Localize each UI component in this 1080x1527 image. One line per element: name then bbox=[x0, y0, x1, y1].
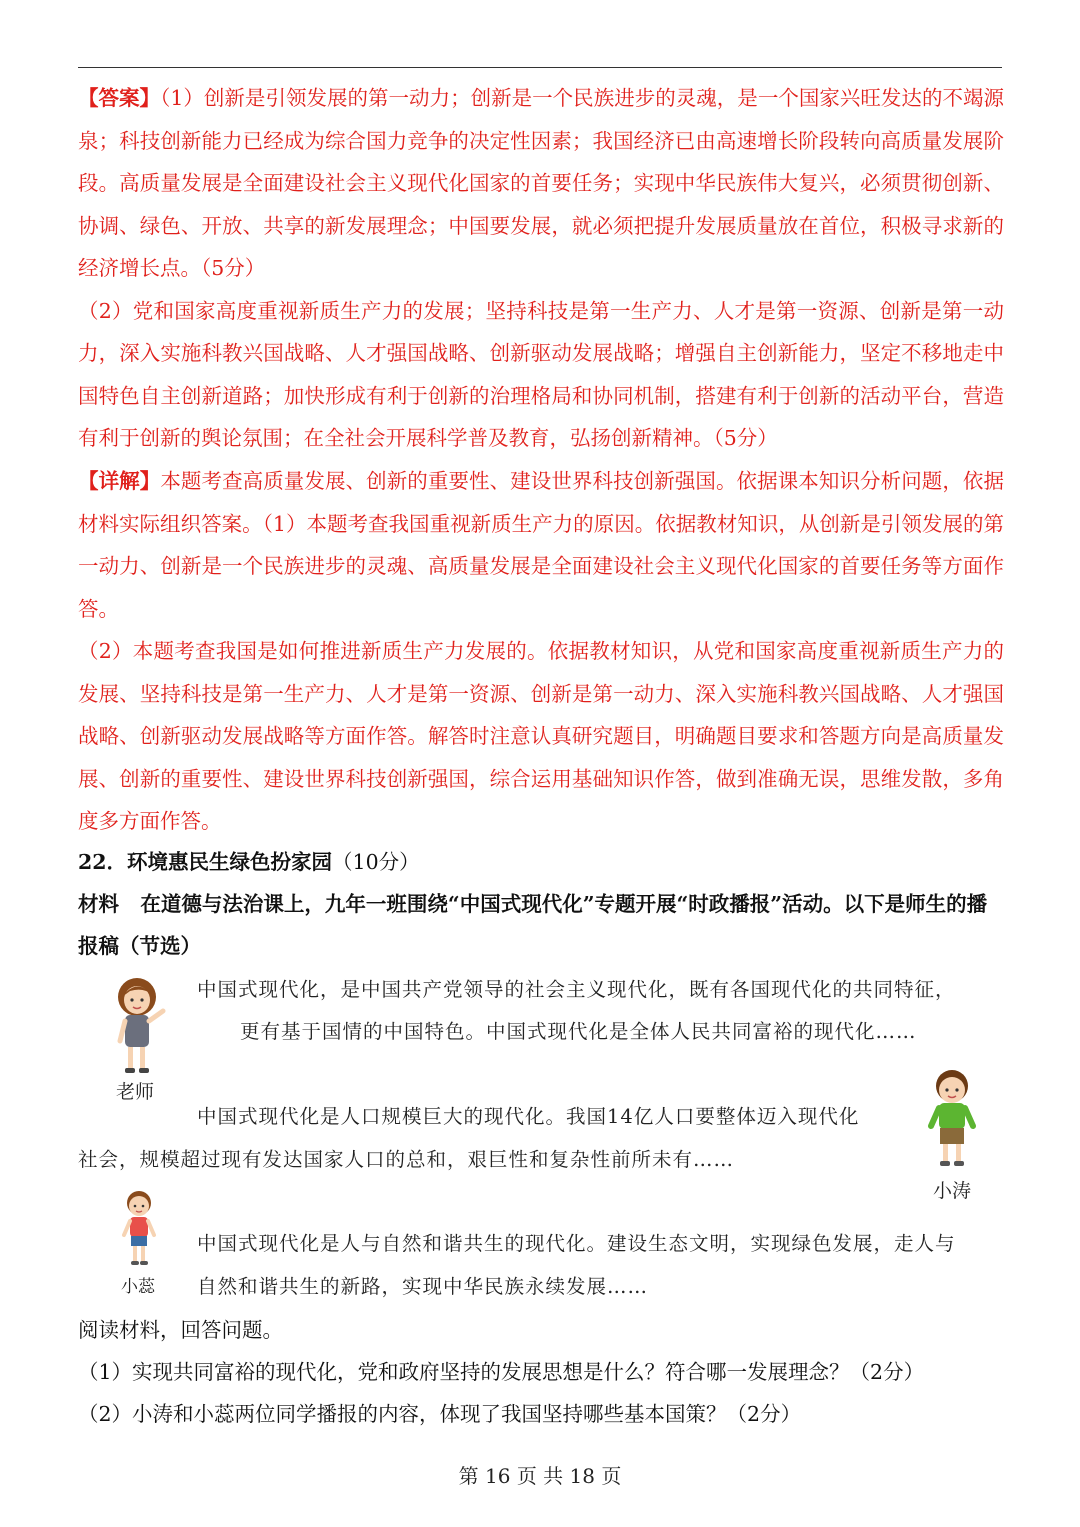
answer-text-1: （1）创新是引领发展的第一动力；创新是一个民族进步的灵魂，是一个国家兴旺发达的不竭源泉；科技创新能力已经成为综合国力竞争的决定性因素；我国经济已由高速增长阶段转向高质量发展阶段。高质量发展是全面建设社会主义现代化国家的首要任务；实现中华民族伟大复兴，必须贯彻创新、协调、绿色、开放、共享的新发展理念；中国要发展，就必须把提升发展质量放在首位，积极寻求新的经济增长点。（5分） bbox=[78, 86, 1004, 280]
detail-part-1 bbox=[78, 460, 1004, 630]
sub-question-2: （2）小涛和小蕊两位同学播报的内容，体现了我国坚持哪些基本国策？（2分） bbox=[78, 1402, 802, 1426]
tao-speech-line-2: 社会，规模超过现有发达国家人口的总和，艰巨性和复杂性前所未有…… bbox=[78, 1148, 735, 1171]
material-paragraph bbox=[78, 883, 1004, 967]
answer-tag: 【答案】 bbox=[78, 86, 161, 110]
rui-speech-line-2: 自然和谐共生的新路，实现中华民族永续发展…… bbox=[197, 1275, 649, 1298]
header-rule bbox=[78, 67, 1002, 68]
teacher-label: 老师 bbox=[116, 1081, 155, 1103]
xiaorui-illustration bbox=[118, 1188, 160, 1270]
rui-speech-line-1: 中国式现代化是人与自然和谐共生的现代化。建设生态文明，实现绿色发展，走人与 bbox=[197, 1232, 956, 1255]
question-prompts bbox=[78, 1309, 1004, 1435]
page-footer: 第 16 页 共 18 页 bbox=[458, 1464, 622, 1488]
read-instruction: 阅读材料，回答问题。 bbox=[78, 1318, 283, 1342]
tao-speech-line-1: 中国式现代化是人口规模巨大的现代化。我国14亿人口要整体迈入现代化 bbox=[197, 1105, 860, 1128]
sub-question-1: （1）实现共同富裕的现代化，党和政府坚持的发展思想是什么？符合哪一发展理念？（2分） bbox=[78, 1360, 925, 1384]
detail-part-2: （2）本题考查我国是如何推进新质生产力发展的。依据教材知识，从党和国家高度重视新质生产力的发展、坚持科技是第一生产力、人才是第一资源、创新是第一动力、深入实施科教兴国战略、人才强国战略、创新驱动发展战略等方面作答。解答时注意认真研究题目，明确题目要求和答题方向是高质量发展、创新的重要性、建设世界科技创新强国，综合运用基础知识作答，做到准确无误，思维发散，多角度多方面作答。 bbox=[78, 639, 1004, 833]
teacher-illustration bbox=[108, 975, 170, 1075]
answer-part-1 bbox=[78, 77, 1004, 290]
detail-tag: 【详解】 bbox=[78, 469, 161, 493]
rui-label: 小蕊 bbox=[121, 1277, 155, 1297]
question-title-line bbox=[78, 841, 1004, 883]
detail-text-1: 本题考查高质量发展、创新的重要性、建设世界科技创新强国。依据课本知识分析问题，依据材料实际组织答案。（1）本题考查我国重视新质生产力的原因。依据教材知识，从创新是引领发展的第一动力、创新是一个民族进步的灵魂、高质量发展是全面建设社会主义现代化国家的首要任务等方面作答。 bbox=[78, 469, 1005, 621]
teacher-speech-line-2: 更有基于国情的中国特色。中国式现代化是全体人民共同富裕的现代化…… bbox=[240, 1020, 917, 1043]
material-label: 材料 bbox=[78, 892, 119, 916]
question-title: 22．环境惠民生绿色扮家园 bbox=[78, 850, 333, 874]
answer-section bbox=[78, 77, 1004, 460]
teacher-speech-line-1: 中国式现代化，是中国共产党领导的社会主义现代化，既有各国现代化的共同特征， bbox=[197, 978, 956, 1001]
answer-part-2: （2）党和国家高度重视新质生产力的发展；坚持科技是第一生产力、人才是第一资源、创新是第一动力，深入实施科教兴国战略、人才强国战略、创新驱动发展战略；增强自主创新能力，坚定不移地走中国特色自主创新道路；加快形成有利于创新的治理格局和协同机制，搭建有利于创新的活动平台，营造有利于创新的舆论氛围；在全社会开展科学普及教育，弘扬创新精神。（5分） bbox=[78, 298, 1004, 450]
detail-section bbox=[78, 460, 1004, 843]
xiaotao-illustration bbox=[924, 1066, 980, 1170]
material-text: 在道德与法治课上，九年一班围绕“中国式现代化”专题开展“时政播报”活动。以下是师生的播报稿（节选） bbox=[78, 892, 988, 958]
question-header bbox=[78, 841, 1004, 967]
tao-label: 小涛 bbox=[933, 1180, 972, 1202]
question-score: （10分） bbox=[332, 850, 420, 874]
